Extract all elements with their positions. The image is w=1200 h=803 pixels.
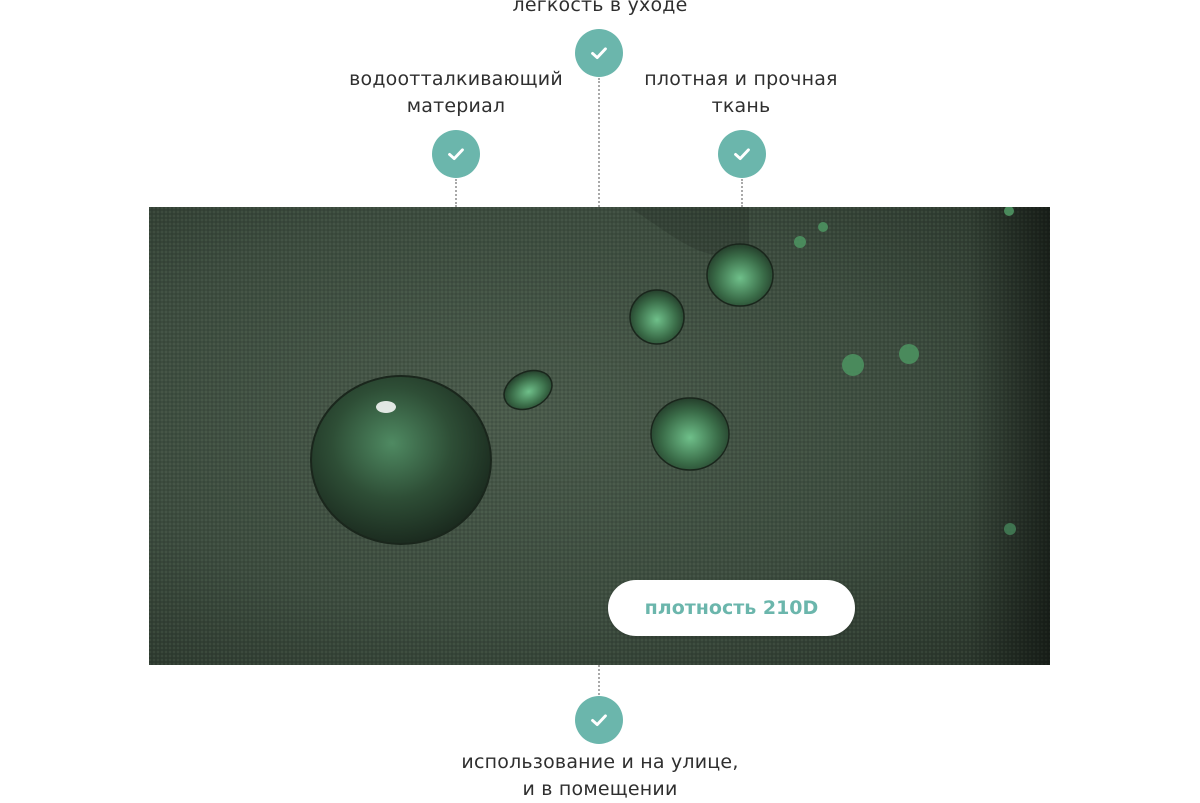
fabric-photo bbox=[149, 207, 1050, 665]
feature-care-line-1: легкость в уходе bbox=[512, 0, 688, 16]
fabric-water-drops-image bbox=[149, 207, 1050, 665]
feature-usage-line-1: использование и на улице, bbox=[461, 751, 739, 773]
feature-care-badge bbox=[575, 29, 623, 77]
feature-usage-connector bbox=[598, 665, 600, 695]
feature-dense-fabric-line-1: плотная и прочная bbox=[644, 68, 838, 90]
feature-dense-fabric-caption bbox=[621, 66, 861, 120]
check-icon bbox=[731, 143, 753, 165]
feature-water-repellent-line-2: материал bbox=[406, 95, 506, 117]
check-icon bbox=[445, 143, 467, 165]
feature-care-connector bbox=[598, 78, 600, 207]
feature-usage-line-2: и в помещении bbox=[522, 778, 678, 800]
feature-water-repellent-badge bbox=[432, 130, 480, 178]
feature-dense-fabric-badge bbox=[718, 130, 766, 178]
feature-dense-fabric-connector bbox=[741, 179, 743, 207]
feature-water-repellent-line-1: водоотталкивающий bbox=[349, 68, 563, 90]
density-badge: плотность 210D bbox=[608, 580, 855, 636]
feature-usage-badge bbox=[575, 696, 623, 744]
feature-dense-fabric-line-2: ткань bbox=[711, 95, 771, 117]
feature-care-caption bbox=[470, 0, 730, 19]
check-icon bbox=[588, 709, 610, 731]
feature-water-repellent-connector bbox=[455, 179, 457, 207]
feature-usage-caption bbox=[430, 749, 770, 803]
feature-water-repellent-caption bbox=[336, 66, 576, 120]
check-icon bbox=[588, 42, 610, 64]
